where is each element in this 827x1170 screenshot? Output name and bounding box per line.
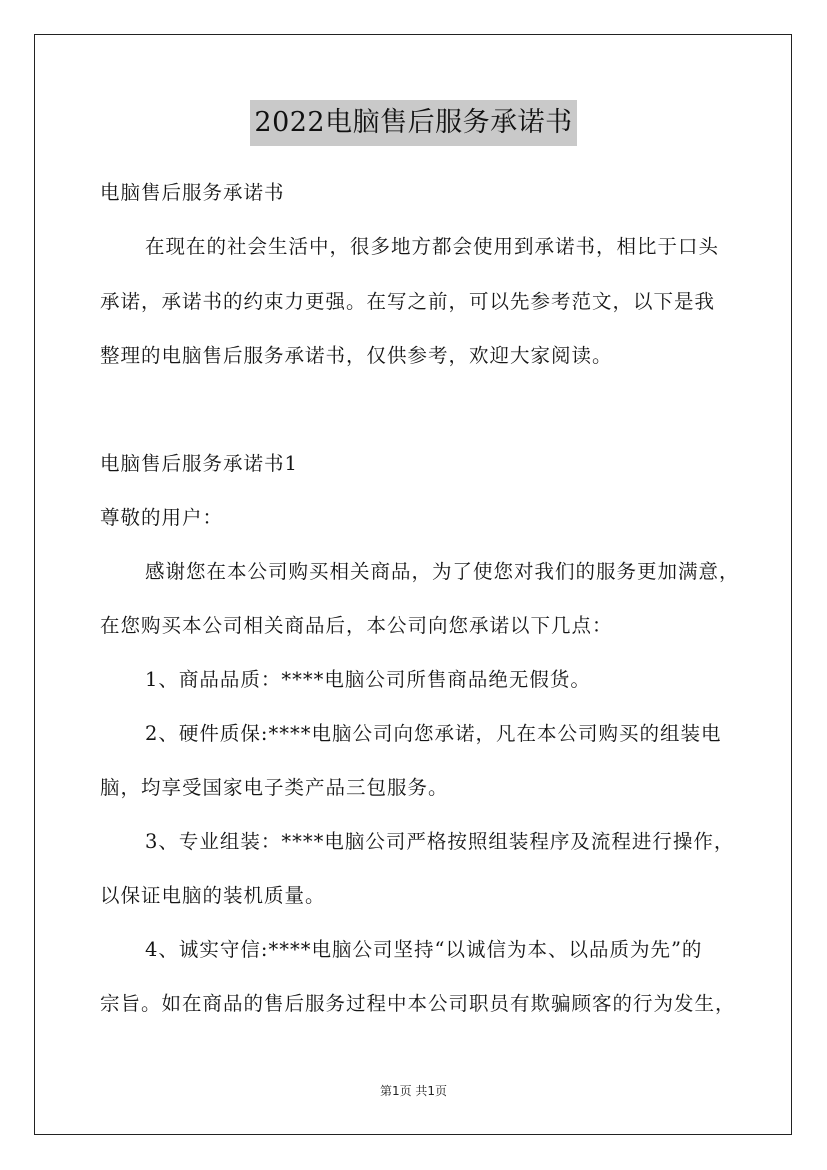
item-4-line-1: 4、诚实守信:****电脑公司坚持“以诚信为本、以品质为先”的 bbox=[145, 938, 703, 961]
item-4-line-2: 宗旨。如在商品的售后服务过程中本公司职员有欺骗顾客的行为发生， bbox=[100, 992, 736, 1015]
body-line-2: 在您购买本公司相关商品后，本公司向您承诺以下几点： bbox=[100, 614, 613, 637]
item-2-line-1: 2、硬件质保:****电脑公司向您承诺，凡在本公司购买的组装电 bbox=[145, 722, 722, 745]
salutation: 尊敬的用户： bbox=[100, 506, 224, 529]
intro-line-1: 在现在的社会生活中，很多地方都会使用到承诺书，相比于口头 bbox=[145, 235, 720, 258]
intro-line-3: 整理的电脑售后服务承诺书，仅供参考，欢迎大家阅读。 bbox=[100, 344, 613, 367]
item-3-line-1: 3、专业组装：****电脑公司严格按照组装程序及流程进行操作， bbox=[145, 830, 735, 853]
page-footer: 第1页 共1页 bbox=[379, 1084, 448, 1098]
section-heading: 电脑售后服务承诺书1 bbox=[100, 452, 298, 475]
title-wrap bbox=[0, 100, 827, 146]
item-3-line-2: 以保证电脑的装机质量。 bbox=[100, 884, 326, 907]
intro-line-2: 承诺，承诺书的约束力更强。在写之前，可以先参考范文，以下是我 bbox=[100, 290, 716, 313]
subtitle-line: 电脑售后服务承诺书 bbox=[100, 181, 285, 204]
body-line-1: 感谢您在本公司购买相关商品，为了使您对我们的服务更加满意， bbox=[145, 560, 740, 583]
item-2-line-2: 脑，均享受国家电子类产品三包服务。 bbox=[100, 776, 449, 799]
document-title: 2022电脑售后服务承诺书 bbox=[250, 100, 576, 146]
item-1: 1、商品品质：****电脑公司所售商品绝无假货。 bbox=[145, 668, 591, 691]
